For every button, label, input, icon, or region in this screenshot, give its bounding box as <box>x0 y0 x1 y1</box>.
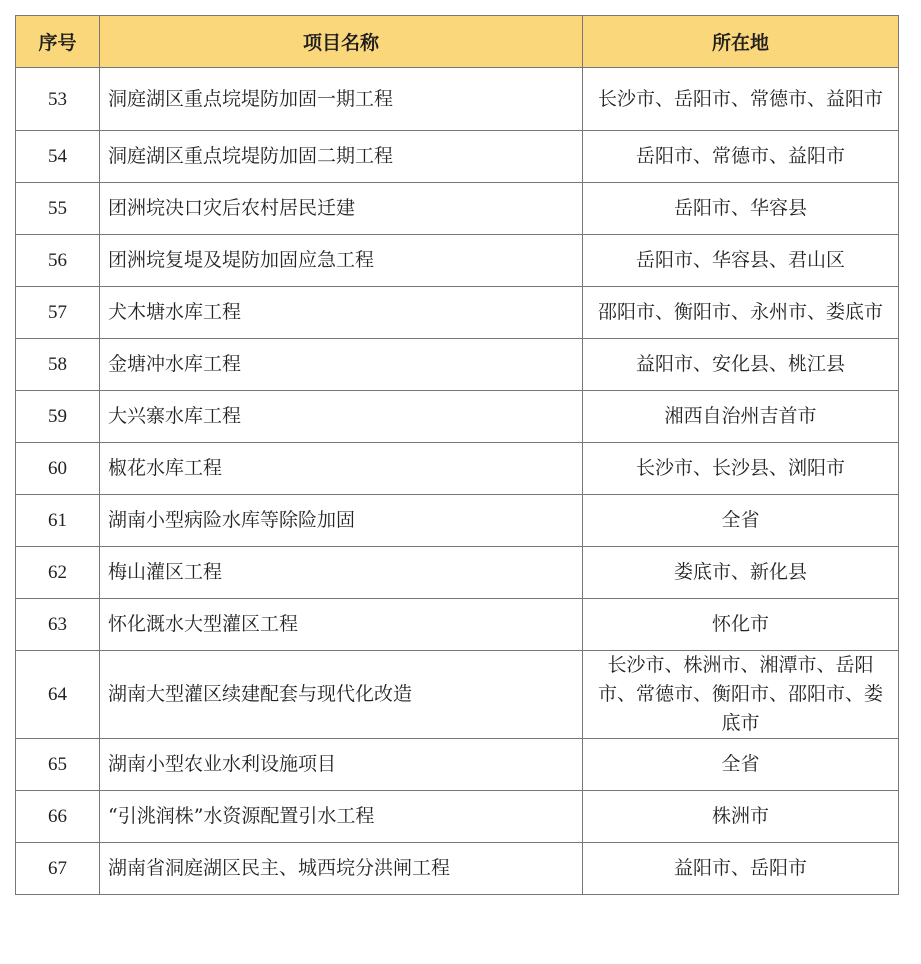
row-project-name: 大兴寨水库工程 <box>100 391 583 443</box>
row-project-name: 洞庭湖区重点垸堤防加固二期工程 <box>100 131 583 183</box>
row-number: 57 <box>16 287 100 339</box>
row-number: 61 <box>16 495 100 547</box>
project-table <box>15 15 899 895</box>
row-location: 长沙市、岳阳市、常德市、益阳市 <box>583 68 899 131</box>
table-row <box>16 547 899 599</box>
row-location: 娄底市、新化县 <box>583 547 899 599</box>
row-number: 55 <box>16 183 100 235</box>
table-row <box>16 183 899 235</box>
row-project-name: “引洮润株”水资源配置引水工程 <box>100 791 583 843</box>
table-row <box>16 339 899 391</box>
row-project-name: 团洲垸复堤及堤防加固应急工程 <box>100 235 583 287</box>
row-location: 邵阳市、衡阳市、永州市、娄底市 <box>583 287 899 339</box>
table-row <box>16 495 899 547</box>
row-number: 58 <box>16 339 100 391</box>
row-number: 62 <box>16 547 100 599</box>
row-location: 益阳市、安化县、桃江县 <box>583 339 899 391</box>
row-location: 全省 <box>583 495 899 547</box>
header-serial-number: 序号 <box>16 16 100 68</box>
row-project-name: 怀化溉水大型灌区工程 <box>100 599 583 651</box>
row-location: 岳阳市、常德市、益阳市 <box>583 131 899 183</box>
table-row <box>16 599 899 651</box>
row-number: 66 <box>16 791 100 843</box>
table-row <box>16 68 899 131</box>
row-number: 64 <box>16 651 100 739</box>
row-number: 63 <box>16 599 100 651</box>
table-row <box>16 651 899 739</box>
row-location: 株洲市 <box>583 791 899 843</box>
row-project-name: 椒花水库工程 <box>100 443 583 495</box>
row-number: 60 <box>16 443 100 495</box>
table-row <box>16 391 899 443</box>
row-location: 怀化市 <box>583 599 899 651</box>
row-project-name: 团洲垸决口灾后农村居民迁建 <box>100 183 583 235</box>
row-location: 湘西自治州吉首市 <box>583 391 899 443</box>
row-project-name: 犬木塘水库工程 <box>100 287 583 339</box>
header-row <box>16 16 899 68</box>
table-row <box>16 843 899 895</box>
row-location: 全省 <box>583 739 899 791</box>
table-row <box>16 739 899 791</box>
table-row <box>16 131 899 183</box>
table-row <box>16 287 899 339</box>
header-project-name: 项目名称 <box>100 16 583 68</box>
row-number: 67 <box>16 843 100 895</box>
table-row <box>16 791 899 843</box>
row-project-name: 洞庭湖区重点垸堤防加固一期工程 <box>100 68 583 131</box>
row-number: 54 <box>16 131 100 183</box>
row-project-name: 湖南小型病险水库等除险加固 <box>100 495 583 547</box>
row-project-name: 湖南省洞庭湖区民主、城西垸分洪闸工程 <box>100 843 583 895</box>
row-project-name: 湖南小型农业水利设施项目 <box>100 739 583 791</box>
row-location: 长沙市、长沙县、浏阳市 <box>583 443 899 495</box>
row-project-name: 金塘冲水库工程 <box>100 339 583 391</box>
row-location: 岳阳市、华容县 <box>583 183 899 235</box>
header-location: 所在地 <box>583 16 899 68</box>
row-number: 65 <box>16 739 100 791</box>
table-header <box>16 16 899 68</box>
table-body <box>16 68 899 895</box>
row-location: 益阳市、岳阳市 <box>583 843 899 895</box>
row-project-name: 湖南大型灌区续建配套与现代化改造 <box>100 651 583 739</box>
row-number: 53 <box>16 68 100 131</box>
row-location: 长沙市、株洲市、湘潭市、岳阳市、常德市、衡阳市、邵阳市、娄底市 <box>583 651 899 739</box>
table-row <box>16 235 899 287</box>
table-row <box>16 443 899 495</box>
row-number: 56 <box>16 235 100 287</box>
row-number: 59 <box>16 391 100 443</box>
row-location: 岳阳市、华容县、君山区 <box>583 235 899 287</box>
row-project-name: 梅山灌区工程 <box>100 547 583 599</box>
